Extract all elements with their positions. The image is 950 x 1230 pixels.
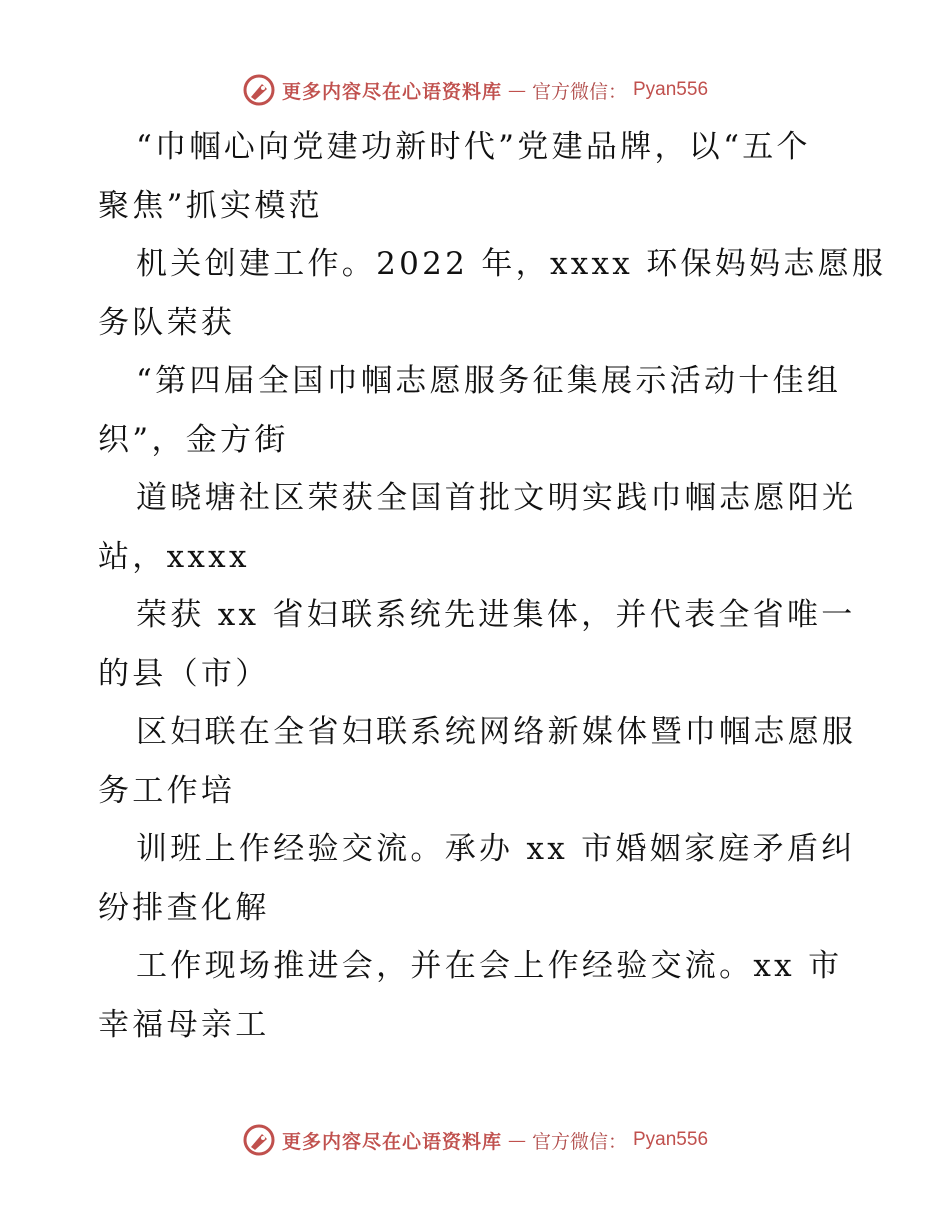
body-line: 务队荣获 xyxy=(98,304,236,341)
body-line: 道晓塘社区荣获全国首批文明实践巾帼志愿阳光 xyxy=(136,480,857,516)
body-line: 务工作培 xyxy=(98,772,236,809)
body-line: 织”，金方街 xyxy=(98,421,289,458)
footer-contact-label: 官方微信： xyxy=(531,1130,627,1153)
header-contact-label: 官方微信： xyxy=(531,80,627,103)
footer-contact-id: Pyan556 xyxy=(633,1129,709,1150)
footer-dash: — xyxy=(507,1129,526,1151)
body-line: “第四届全国巾帼志愿服务征集展示活动十佳组 xyxy=(136,363,842,399)
body-line: 训班上作经验交流。承办 xx 市婚姻家庭矛盾纠 xyxy=(136,831,856,867)
header-dash: — xyxy=(507,79,526,101)
body-line: 工作现场推进会，并在会上作经验交流。xx 市 xyxy=(136,948,843,984)
pen-nib-logo-icon xyxy=(242,1123,276,1157)
body-line: “巾帼心向党建功新时代”党建品牌，以“五个 xyxy=(136,129,811,165)
header-contact-id: Pyan556 xyxy=(633,79,709,100)
body-line: 的县（市） xyxy=(98,655,270,692)
header-banner xyxy=(0,70,950,110)
body-line: 纷排查化解 xyxy=(98,889,270,926)
document-body xyxy=(98,118,887,1054)
body-line: 区妇联在全省妇联系统网络新媒体暨巾帼志愿服 xyxy=(136,714,857,750)
footer-brand-text: 更多内容尽在心语资料库 xyxy=(281,1130,502,1153)
body-line: 站，xxxx xyxy=(98,538,250,575)
header-brand-text: 更多内容尽在心语资料库 xyxy=(281,80,502,103)
pen-nib-logo-icon xyxy=(242,73,276,107)
body-line: 幸福母亲工 xyxy=(98,1006,270,1043)
footer-banner xyxy=(0,1120,950,1160)
body-line: 荣获 xx 省妇联系统先进集体，并代表全省唯一 xyxy=(136,597,856,633)
body-line: 聚焦”抓实模范 xyxy=(98,187,323,224)
body-line: 机关创建工作。2022 年，xxxx 环保妈妈志愿服 xyxy=(136,246,887,282)
